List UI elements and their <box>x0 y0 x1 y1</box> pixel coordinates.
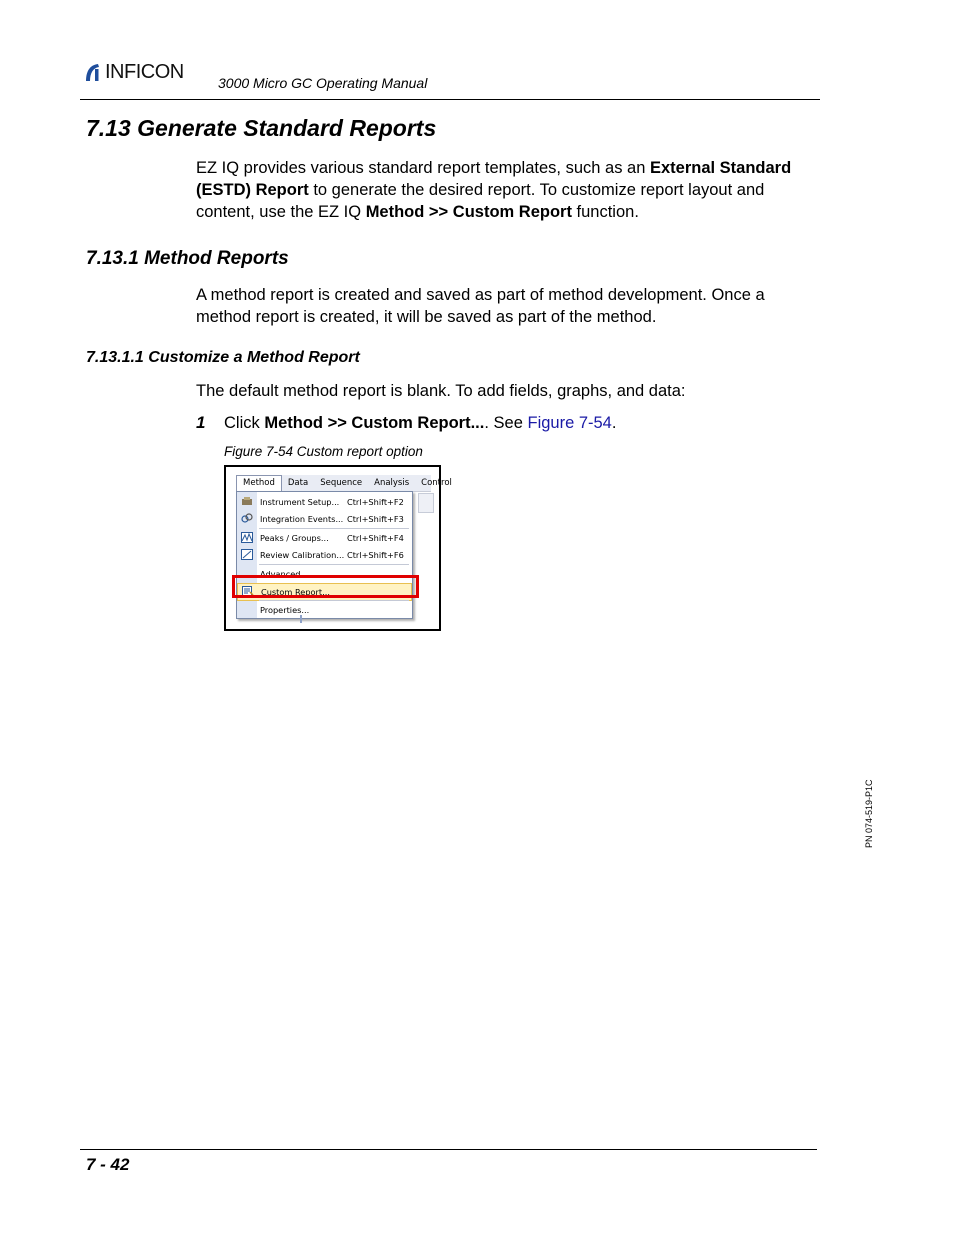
menu-separator <box>259 600 409 601</box>
text-run: to generate the desired report. To customize report layout and content, use the EZ IQ <box>196 181 765 221</box>
menu-analysis[interactable]: Analysis <box>374 478 410 488</box>
menu-separator <box>259 564 409 565</box>
section-heading: 7.13 Generate Standard Reports <box>86 115 437 141</box>
menu-item-label: Properties... <box>260 605 310 615</box>
text-run: function. <box>571 203 639 221</box>
step-1 <box>196 412 616 434</box>
text-run: . See <box>484 414 528 432</box>
menu-item-shortcut: Ctrl+Shift+F3 <box>347 514 404 524</box>
menu-item-properties[interactable] <box>237 602 412 618</box>
menu-item-shortcut: Ctrl+Shift+F6 <box>347 550 404 560</box>
figure-link[interactable]: Figure 7-54 <box>527 414 612 432</box>
menu-item-shortcut: Ctrl+Shift+F2 <box>347 497 404 507</box>
inficon-logo <box>82 60 184 84</box>
menu-item-label: Custom Report... <box>261 587 330 597</box>
logo-text: INFICON <box>105 60 184 83</box>
menu-item-label: Instrument Setup... <box>260 497 340 507</box>
instrument-icon <box>241 496 253 507</box>
manual-title: 3000 Micro GC Operating Manual <box>218 75 428 91</box>
highlight-box <box>232 575 419 598</box>
menu-item-label: Review Calibration... <box>260 550 345 560</box>
menu-item-label: Advanced... <box>260 569 309 579</box>
calibration-icon <box>241 549 253 560</box>
subsubsection-paragraph: The default method report is blank. To add fields, graphs, and data: <box>196 382 686 400</box>
peaks-icon <box>241 532 253 543</box>
toolbar-fragment <box>418 493 434 513</box>
subsubsection-heading: 7.13.1.1 Customize a Method Report <box>86 349 360 366</box>
menu-item-shortcut: Ctrl+Shift+F4 <box>347 533 404 543</box>
inficon-logo-mark-icon <box>82 61 104 83</box>
text-run-bold: Method >> Custom Report <box>365 203 572 221</box>
subsection-heading: 7.13.1 Method Reports <box>86 248 289 269</box>
integration-icon <box>241 513 253 524</box>
menu-item-label: Integration Events... <box>260 514 344 524</box>
text-run-bold: Method >> Custom Report... <box>264 414 485 432</box>
text-run: EZ IQ provides various standard report templates, such as an <box>196 159 650 177</box>
menu-data[interactable]: Data <box>287 478 309 488</box>
menu-item-integration-events[interactable] <box>237 511 412 527</box>
part-number: PN 074-519-P1C <box>864 779 874 848</box>
menu-method[interactable]: Method <box>236 475 282 491</box>
menu-sequence[interactable]: Sequence <box>320 478 363 488</box>
figure-caption: Figure 7-54 Custom report option <box>224 444 423 459</box>
menu-item-review-calibration[interactable] <box>237 547 412 563</box>
method-dropdown-menu <box>236 491 413 619</box>
section-paragraph <box>196 157 816 223</box>
menu-item-label: Peaks / Groups... <box>260 533 329 543</box>
text-run: . <box>611 414 617 432</box>
menu-bar <box>236 475 452 492</box>
menu-item-peaks-groups[interactable] <box>237 530 412 546</box>
text-run: Click <box>224 414 265 432</box>
text-run-bold: External Standard (ESTD) Report <box>196 159 792 199</box>
menu-control[interactable]: Control <box>421 478 452 488</box>
menu-separator <box>259 528 409 529</box>
footer-divider <box>80 1149 817 1150</box>
step-text <box>224 412 616 434</box>
tree-connector <box>300 615 302 623</box>
header-divider <box>80 99 820 100</box>
step-number: 1 <box>196 413 206 432</box>
subsection-paragraph: A method report is created and saved as part of method development. Once a method report is created, it will be saved as part of the method. <box>196 286 765 326</box>
figure-screenshot <box>224 465 452 631</box>
menu-item-instrument-setup[interactable] <box>237 494 412 510</box>
page-number: 7 - 42 <box>86 1155 130 1174</box>
